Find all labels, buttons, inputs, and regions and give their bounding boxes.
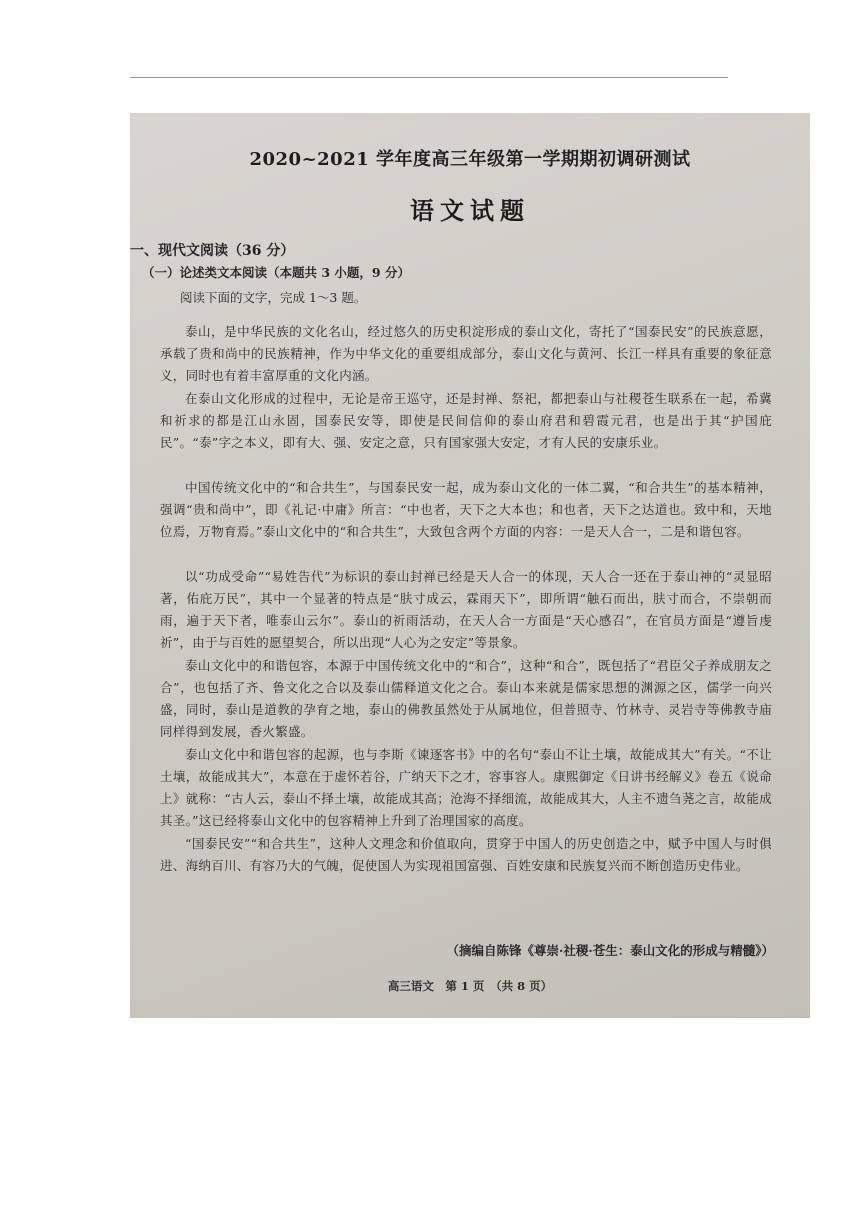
passage-paragraph-7: “国泰民安”“和合共生”，这种人文理念和价值取向，贯穿于中国人的历史创造之中，赋予中国人与时俱进、海纳百川、有容乃大的气魄，促使国人为实现祖国富强、百姓安康和民族复兴而不断创造历史伟业。	[160, 835, 772, 873]
header-rule	[130, 77, 728, 78]
page-footer: 高三语文 第 1 页 （共 8 页）	[387, 979, 553, 993]
passage-paragraph-4: 以“功成受命”“易姓告代”为标识的泰山封禅已经是天人合一的体现，天人合一还在于泰山神的“灵显昭著，佑庇万民”，其中一个显著的特点是“肤寸成云，霖雨天下”，即所谓“触石而出，肤寸而合，不崇朝而雨，遍于天下者，唯泰山云尔”。泰山的祈雨活动，在天人合一方面是“天心感召”，在官员方面是“遵旨虔祈”，由于与百姓的愿望契合，所以出现“人心为之安定”等景象。	[160, 568, 772, 651]
passage-paragraph-2: 在泰山文化形成的过程中，无论是帝王巡守，还是封禅、祭祀，都把泰山与社稷苍生联系在一起，希冀和祈求的都是江山永固，国泰民安等，即使是民间信仰的泰山府君和碧霞元君，也是出于其“护国庇民”。“泰”字之本义，即有大、强、安定之意，只有国家强大安定，才有人民的安康乐业。	[160, 390, 772, 450]
paper-title: 语文试题	[410, 196, 530, 225]
passage-paragraph-5: 泰山文化中的和谐包容，本源于中国传统文化中的“和合”，这种“和合”，既包括了“君臣父子养成朋友之合”，也包括了齐、鲁文化之合以及泰山儒释道文化之合。泰山本来就是儒家思想的渊源之区，儒学一向兴盛，同时，泰山是道教的孕育之地，泰山的佛教虽然处于从属地位，但普照寺、竹林寺、灵岩寺等佛教寺庙同样得到发展，香火繁盛。	[160, 657, 772, 740]
exam-title: 2020~2021 学年度高三年级第一学期期初调研测试	[249, 149, 691, 170]
exam-page-photo	[130, 113, 810, 1018]
passage-paragraph-6: 泰山文化中和谐包容的起源，也与李斯《谏逐客书》中的名句“泰山不让土壤，故能成其大”有关。“不让土壤，故能成其大”，本意在于虚怀若谷，广纳天下之才，容事容人。康熙御定《日讲书经解义》卷五《说命上》就称：“古人云，泰山不择土壤，故能成其高；沧海不择细流，故能成其大，人主不遗刍荛之言，故能成其圣。”这已经将泰山文化中的包容精神上升到了治理国家的高度。	[160, 746, 772, 829]
passage-paragraph-3: 中国传统文化中的“和合共生”，与国泰民安一起，成为泰山文化的一体二翼，“和合共生”的基本精神，强调“贵和尚中”，即《礼记·中庸》所言：“中也者，天下之大本也；和也者，天下之达道也。致中和，天地位焉，万物育焉。”泰山文化中的“和合共生”，大致包含两个方面的内容：一是天人合一，二是和谐包容。	[160, 479, 772, 539]
subsection-heading: （一）论述类文本阅读（本题共 3 小题，9 分）	[142, 265, 410, 280]
passage-paragraph-1: 泰山，是中华民族的文化名山，经过悠久的历史积淀形成的泰山文化，寄托了“国泰民安”的民族意愿，承载了贵和尚中的民族精神，作为中华文化的重要组成部分，泰山文化与黄河、长江一样具有重要的象征意义，同时也有着丰富厚重的文化内涵。	[160, 323, 772, 383]
source-note: （摘编自陈锋《尊崇·社稷·苍生：泰山文化的形成与精髓》）	[446, 943, 774, 958]
section-heading: 一、现代文阅读（36 分）	[130, 243, 295, 259]
reading-instruction: 阅读下面的文字，完成 1～3 题。	[180, 290, 367, 305]
